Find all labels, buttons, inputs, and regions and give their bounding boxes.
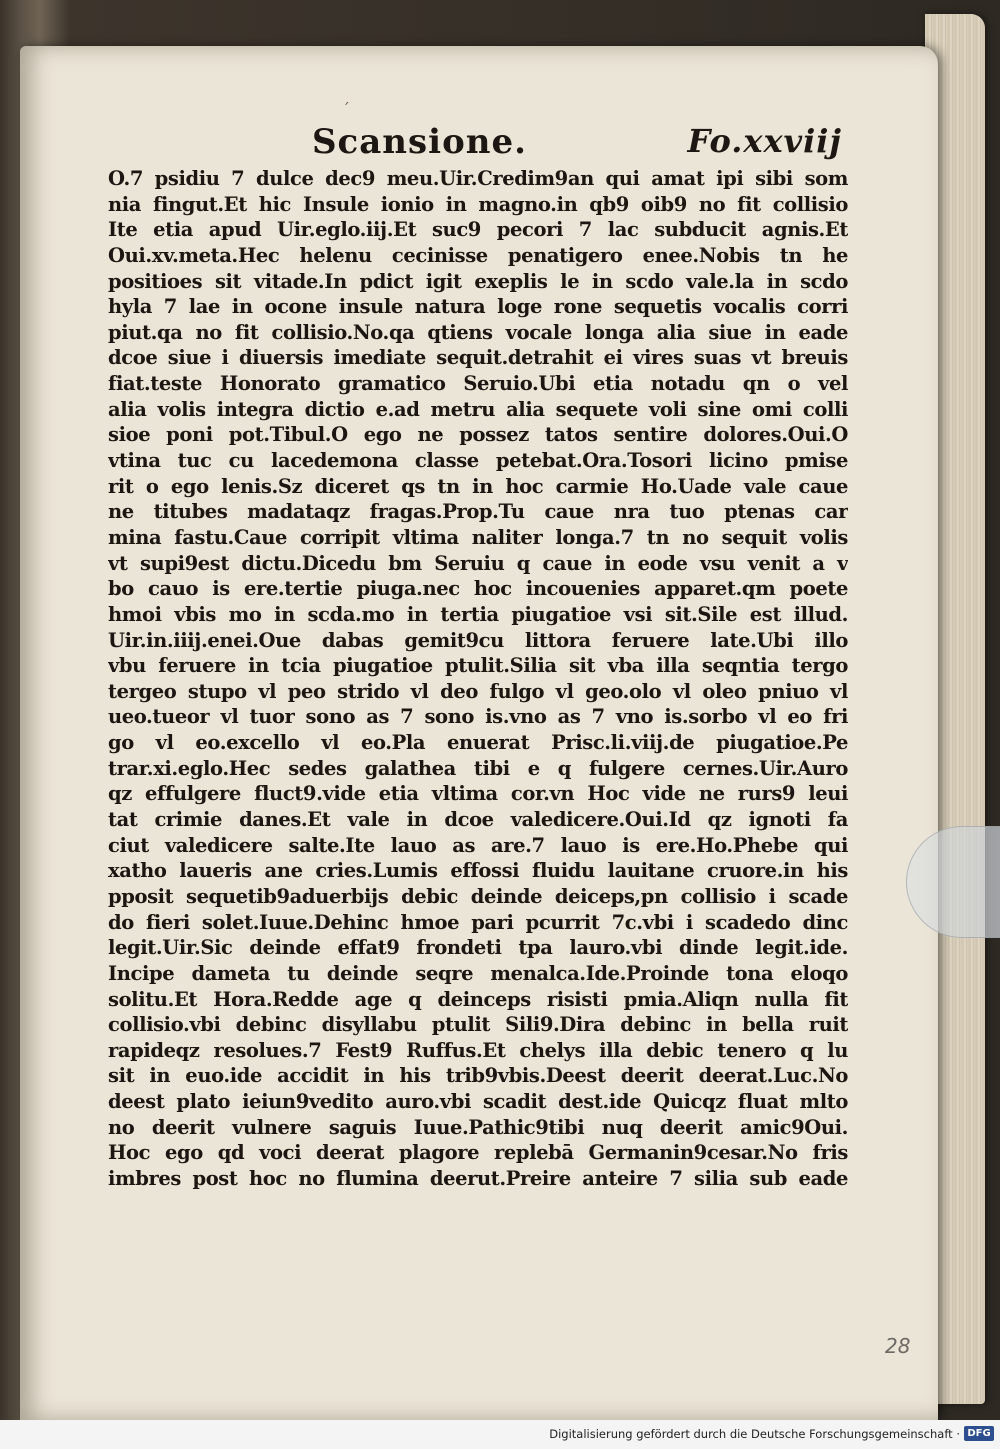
folio-number: Fo.xxviij bbox=[687, 122, 842, 160]
text-line: tergeo stupo vl peo strido vl deo fulgo vl geo.olo vl oleo pniuo vl bbox=[108, 679, 848, 703]
text-line: fiat.teste Honorato gramatico Seruio.Ubi etia notadu qn o vel bbox=[108, 372, 848, 396]
text-line: trar.xi.eglo.Hec sedes galathea tibi e q fulgere cernes.Uir.Auro bbox=[108, 756, 848, 780]
pencil-page-number: 28 bbox=[885, 1334, 911, 1358]
text-line: positioes sit vitade.In pdict igit exeplis le in scdo vale.la in scdo bbox=[108, 269, 848, 293]
text-line: mina fastu.Caue corripit vltima naliter longa.7 tn no sequit volis bbox=[108, 525, 848, 549]
text-line: O.7 psidiu 7 dulce dec9 meu.Uir.Credim9an qui amat ipi sibi som bbox=[108, 167, 848, 190]
text-line: sit in euo.ide accidit in his trib9vbis.Deest deerit deerat.Luc.No bbox=[108, 1064, 848, 1088]
stray-mark: ˊ bbox=[342, 100, 350, 119]
text-line: no deerit vulnere saguis Iuue.Pathic9tibi nuq deerit amic9Oui. bbox=[108, 1115, 848, 1139]
text-line: Uir.in.iiij.enei.Oue dabas gemit9cu littora feruere late.Ubi illo bbox=[108, 628, 848, 652]
dfg-logo: DFG bbox=[964, 1426, 994, 1441]
text-line: Oui.xv.meta.Hec helenu cecinisse penatigero enee.Nobis tn he bbox=[108, 243, 848, 267]
text-line: Ite etia apud Uir.eglo.iij.Et suc9 pecori 7 lac subducit agnis.Et bbox=[108, 218, 848, 242]
text-line: alia volis integra dictio e.ad metru alia sequete voli sine omi colli bbox=[108, 397, 848, 421]
text-line: dcoe siue i diuersis imediate sequit.detrahit ei vires suas vt breuis bbox=[108, 346, 848, 370]
text-line: xatho laueris ane cries.Lumis effossi fluidu lauitane cruore.in his bbox=[108, 859, 848, 883]
text-line: ciut valedicere salte.Ite lauo as are.7 lauo is ere.Ho.Phebe qui bbox=[108, 833, 848, 857]
text-line: go vl eo.excello vl eo.Pla enuerat Prisc.li.viij.de piugatioe.Pe bbox=[108, 731, 848, 755]
text-line: vt supi9est dictu.Dicedu bm Seruiu q caue in eode vsu venit a v bbox=[108, 551, 848, 575]
text-line: do fieri solet.Iuue.Dehinc hmoe pari pcurrit 7c.vbi i scadedo dinc bbox=[108, 910, 848, 934]
text-block bbox=[108, 166, 848, 1192]
running-header bbox=[312, 122, 842, 170]
text-line: pposit sequetib9aduerbijs debic deinde deiceps,pn collisio i scade bbox=[108, 884, 848, 908]
text-line: Incipe dameta tu deinde seqre menalca.Ide.Proinde tona eloqo bbox=[108, 961, 848, 985]
header-title: Scansione. bbox=[312, 122, 527, 162]
text-line: legit.Uir.Sic deinde effat9 frondeti tpa lauro.vbi dinde legit.ide. bbox=[108, 936, 848, 960]
text-line: ne titubes madataqz fragas.Prop.Tu caue nra tuo ptenas car bbox=[108, 500, 848, 524]
text-line: collisio.vbi debinc disyllabu ptulit Sili9.Dira debinc in bella ruit bbox=[108, 1013, 848, 1037]
text-line: bo cauo is ere.tertie piuga.nec hoc incouenies apparet.qm poete bbox=[108, 577, 848, 601]
text-line: Hoc ego qd voci deerat plagore replebā Germanin9cesar.No fris bbox=[108, 1141, 848, 1165]
text-line: vtina tuc cu lacedemona classe petebat.Ora.Tosori licino pmise bbox=[108, 449, 848, 473]
text-line: ueo.tueor vl tuor sono as 7 sono is.vno as 7 vno is.sorbo vl eo fri bbox=[108, 705, 848, 729]
text-line: qz effulgere fluct9.vide etia vltima cor.vn Hoc vide ne rurs9 leui bbox=[108, 782, 848, 806]
text-line: rapideqz resolues.7 Fest9 Ruffus.Et chelys illa debic tenero q lu bbox=[108, 1038, 848, 1062]
text-line: hyla 7 lae in ocone insule natura loge rone sequetis vocalis corri bbox=[108, 295, 848, 319]
text-line: deest plato ieiun9vedito auro.vbi scadit dest.ide Quicqz fluat mlto bbox=[108, 1090, 848, 1114]
text-line: vbu feruere in tcia piugatioe ptulit.Silia sit vba illa seqntia tergo bbox=[108, 654, 848, 678]
text-line: solitu.Et Hora.Redde age q deinceps risisti pmia.Aliqn nulla fit bbox=[108, 987, 848, 1011]
footer-bar bbox=[0, 1420, 1000, 1449]
text-line: hmoi vbis mo in scda.mo in tertia piugatioe vsi sit.Sile est illud. bbox=[108, 602, 848, 626]
text-line: piut.qa no fit collisio.No.qa qtiens vocale longa alia siue in eade bbox=[108, 320, 848, 344]
text-line: nia fingut.Et hic Insule ionio in magno.in qb9 oib9 no fit collisio bbox=[108, 192, 848, 216]
text-line: tat crimie danes.Et vale in dcoe valedicere.Oui.Id qz ignoti fa bbox=[108, 808, 848, 832]
text-line: sioe poni pot.Tibul.O ego ne possez tatos sentire dolores.Oui.O bbox=[108, 423, 848, 447]
footer-credit: Digitalisierung gefördert durch die Deutsche Forschungsgemeinschaft · bbox=[549, 1427, 960, 1441]
text-line: rit o ego lenis.Sz diceret qs tn in hoc carmie Ho.Uade vale caue bbox=[108, 474, 848, 498]
text-line: imbres post hoc no flumina deerut.Preire anteire 7 silia sub eade bbox=[108, 1166, 848, 1190]
